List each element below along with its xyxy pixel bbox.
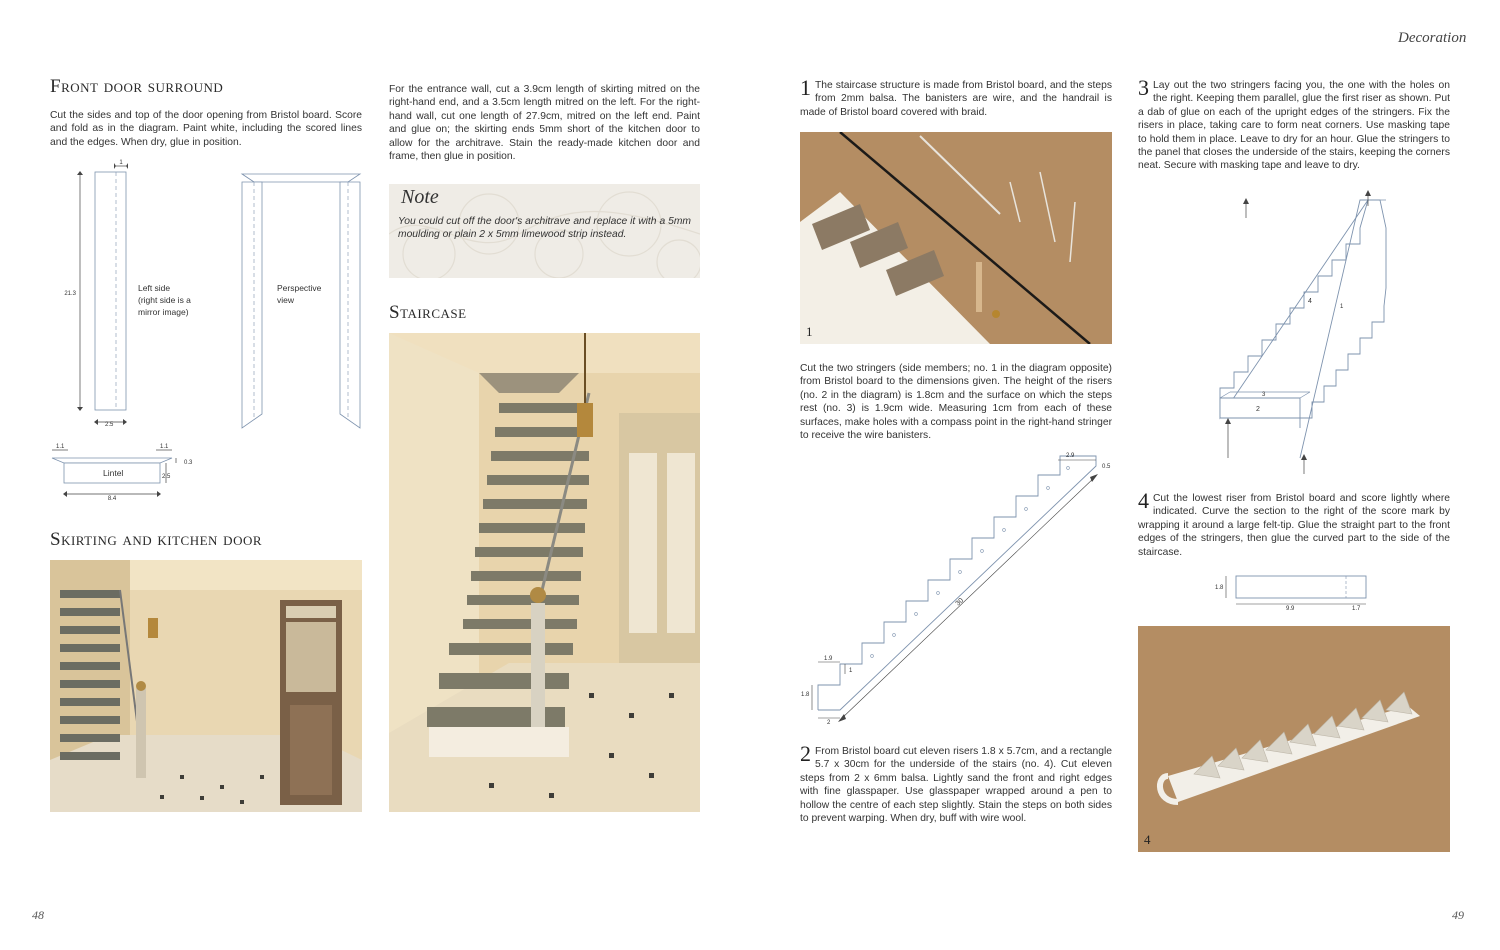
door-surround-diagram xyxy=(50,158,370,503)
perspective-piece xyxy=(242,174,360,428)
step4-number: 4 xyxy=(1138,488,1149,513)
stringer-diagram xyxy=(800,448,1118,726)
lintel-h2-label: 2.5 xyxy=(162,474,171,480)
dim-step-label: 1.9 xyxy=(824,656,833,662)
assembly-diagram xyxy=(1200,188,1400,478)
note-box xyxy=(389,184,700,278)
step2-text: From Bristol board cut eleven risers 1.8 x 5.7cm, and a rectangle 5.7 x 30cm for the underside of the stairs (no. 4). Cut eleven steps from 2 x 6mm balsa. Lightly sand the front and right edges with fine glasspaper. Use glasspaper wrapped around a pen to hollow the centre of each step slightly. Stain the steps on both sides to prevent warping. When dry, buff with wire wool. xyxy=(800,746,1112,825)
photo4-number: 4 xyxy=(1144,832,1151,847)
step1-number: 1 xyxy=(800,75,811,100)
hallway-photo xyxy=(50,560,362,812)
note-title: Note xyxy=(401,186,439,208)
photo1-number: 1 xyxy=(806,324,813,339)
dim-step-small-label: 1 xyxy=(849,668,853,674)
step1-text: The staircase structure is made from Bristol board, and the steps from 2mm balsa. The banisters are wire, and the handrail is made of Bristol board covered with braid. xyxy=(800,80,1112,118)
label-underside: 4 xyxy=(1308,298,1312,305)
step2-block xyxy=(800,741,1112,825)
front-door-heading: Front door surround xyxy=(50,76,224,97)
lintel-h1-label: 0.3 xyxy=(184,460,193,466)
stringers-text: Cut the two stringers (side members; no. 1 in the diagram opposite) from Bristol board to the dimensions given. The height of the risers (no. 2 in the diagram) is 1.8cm and the surface on which the steps rest (no. 3) is 1.9cm wide. Measuring 1cm from each of these surfaces, make holes with a compass point in the right-hand stringer to receive the wire banisters. xyxy=(800,363,1112,442)
dim-top-label: 1 xyxy=(119,160,123,166)
step1-block xyxy=(800,75,1112,119)
step4-text: Cut the lowest riser from Bristol board and score lightly where indicated. Curve the section to the right of the score mark by wrapping it around a large felt-tip. Glue the straight part to the front edges of the stringers, then glue the curved part to the side of the staircase. xyxy=(1138,493,1450,558)
dim-height-label: 21.3 xyxy=(64,291,76,297)
materials-photo xyxy=(800,132,1112,344)
dim-bottom-label: 2.5 xyxy=(105,422,114,428)
lintel-right-label: 1.1 xyxy=(160,444,169,450)
step2-number: 2 xyxy=(800,741,811,766)
step3-block xyxy=(1138,75,1450,173)
riser-width-label: 9.9 xyxy=(1286,606,1295,612)
left-side-piece xyxy=(64,160,191,428)
skirting-heading: Skirting and kitchen door xyxy=(50,529,263,550)
staircase-photo xyxy=(389,333,700,812)
lintel-left-label: 1.1 xyxy=(56,444,65,450)
dim-riser-label: 1.8 xyxy=(801,692,810,698)
label-stringer: 1 xyxy=(1340,304,1344,310)
dim-top-width-label: 2.9 xyxy=(1066,453,1075,459)
dim-base-label: 2 xyxy=(827,720,831,726)
lintel-width-label: 8.4 xyxy=(107,496,117,502)
entrance-wall-text: For the entrance wall, cut a 3.9cm length of skirting mitred on the right-hand end, and a 3.5cm length mitred on the left. For the right-hand wall, cut one length of 27.9cm, mitred on the left end. Paint and glue on; the skirting ends 5mm short of the kitchen door to allow for the architrave. Stain the ready-made kitchen door and frame, then glue in position. xyxy=(389,84,700,163)
riser-diagram xyxy=(1214,572,1374,612)
lintel-piece xyxy=(52,444,193,502)
lintel-label: Lintel xyxy=(103,468,124,478)
left-side-label: Left side xyxy=(138,283,171,293)
riser-curve-label: 1.7 xyxy=(1352,606,1361,612)
step3-number: 3 xyxy=(1138,75,1149,100)
running-header: Decoration xyxy=(1398,30,1467,46)
page-number-right: 49 xyxy=(1452,908,1464,922)
dim-top-height-label: 0.5 xyxy=(1102,464,1111,470)
left-side-label-2: (right side is a xyxy=(138,295,191,305)
front-door-text: Cut the sides and top of the door opening from Bristol board. Score and fold as in the diagram. Paint white, including the scored lines and the edges. When dry, glue in position. xyxy=(50,110,362,148)
riser-height-label: 1.8 xyxy=(1215,585,1224,591)
step3-text: Lay out the two stringers facing you, the one with the holes on the right. Keeping them parallel, glue the first riser as shown. Put a dab of glue on each of the upright edges of the stringers. Fix the risers in place, taking care to form neat corners. Use masking tape to hold them in place. Leave to dry for an hour. Glue the stringers to the panel that closes the underside of the stairs, keeping the corners neat. Secure with masking tape and leave to dry. xyxy=(1138,80,1450,172)
left-side-label-3: mirror image) xyxy=(138,307,189,317)
note-text: You could cut off the door's architrave and replace it with a 5mm moulding or plain 2 x 5mm limewood strip instead. xyxy=(398,216,691,241)
perspective-label: Perspective xyxy=(277,283,322,293)
page-number-left: 48 xyxy=(32,908,44,922)
label-riser: 2 xyxy=(1256,406,1260,413)
staircase-heading: Staircase xyxy=(389,302,467,323)
label-step: 3 xyxy=(1262,392,1266,398)
assembled-stairs-photo xyxy=(1138,626,1450,852)
perspective-label-2: view xyxy=(277,295,295,305)
step4-block xyxy=(1138,488,1450,559)
dim-length-label: 30 xyxy=(954,597,966,608)
